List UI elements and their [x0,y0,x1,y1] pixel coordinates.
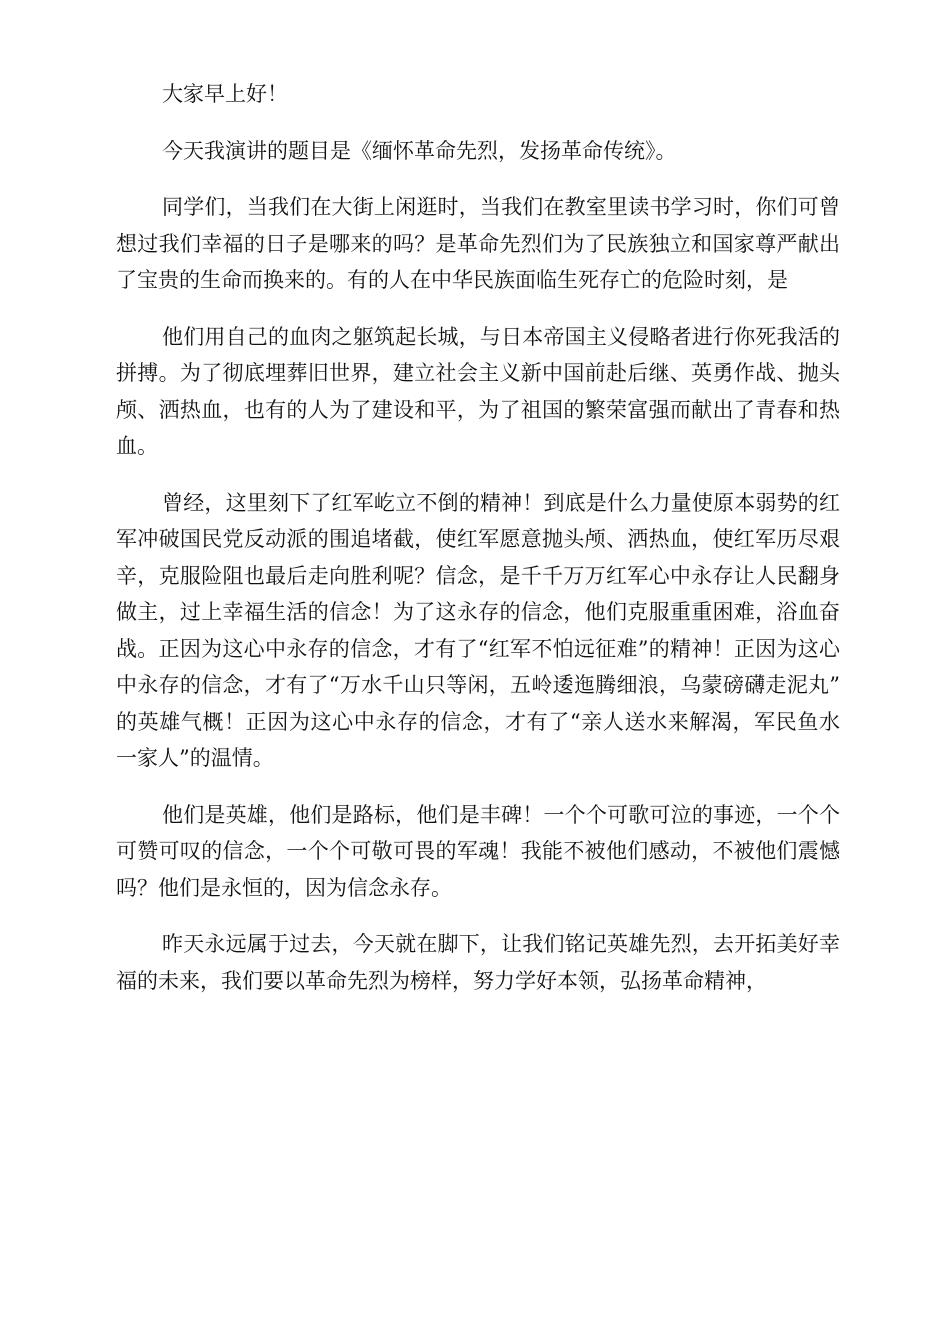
paragraph-body-3: 曾经，这里刻下了红军屹立不倒的精神！到底是什么力量使原本弱势的红军冲破国民党反动派的围追堵截，使红军愿意抛头颅、洒热血，使红军历尽艰辛，克服险阻也最后走向胜利呢？信念，是千千万万红军心中永存让人民翻身做主，过上幸福生活的信念！为了这永存的信念，他们克服重重困难，浴血奋战。正因为这心中永存的信念，才有了“红军不怕远征难”的精神！正因为这心中永存的信念，才有了“万水千山只等闲，五岭逶迤腾细浪，乌蒙磅礴走泥丸”的英雄气概！正因为这心中永存的信念，才有了“亲人送水来解渴，军民鱼水一家人”的温情。 [116,490,840,770]
paragraph-body-2: 他们用自己的血肉之躯筑起长城，与日本帝国主义侵略者进行你死我活的拼搏。为了彻底埋葬旧世界，建立社会主义新中国前赴后继、英勇作战、抛头颅、洒热血，也有的人为了建设和平，为了祖国的繁荣富强而献出了青春和热血。 [116,324,840,458]
paragraph-topic: 今天我演讲的题目是《缅怀革命先烈，发扬革命传统》。 [162,138,677,163]
paragraph-body-1: 同学们，当我们在大街上闲逛时，当我们在教室里读书学习时，你们可曾想过我们幸福的日子是哪来的吗？是革命先烈们为了民族独立和国家尊严献出了宝贵的生命而换来的。有的人在中华民族面临生死存亡的危险时刻，是 [116,195,840,292]
paragraph-greeting: 大家早上好！ [162,82,288,106]
paragraph-body-4: 他们是英雄，他们是路标，他们是丰碑！一个个可歌可泣的事迹，一个个可赞可叹的信念，一个个可敬可畏的军魂！我能不被他们感动，不被他们震憾吗？他们是永恒的，因为信念永存。 [116,802,840,900]
paragraph-body-5: 昨天永远属于过去，今天就在脚下，让我们铭记英雄先烈，去开拓美好幸福的未来，我们要以革命先烈为榜样，努力学好本领，弘扬革命精神， [116,932,840,993]
document-page [116,76,840,1019]
